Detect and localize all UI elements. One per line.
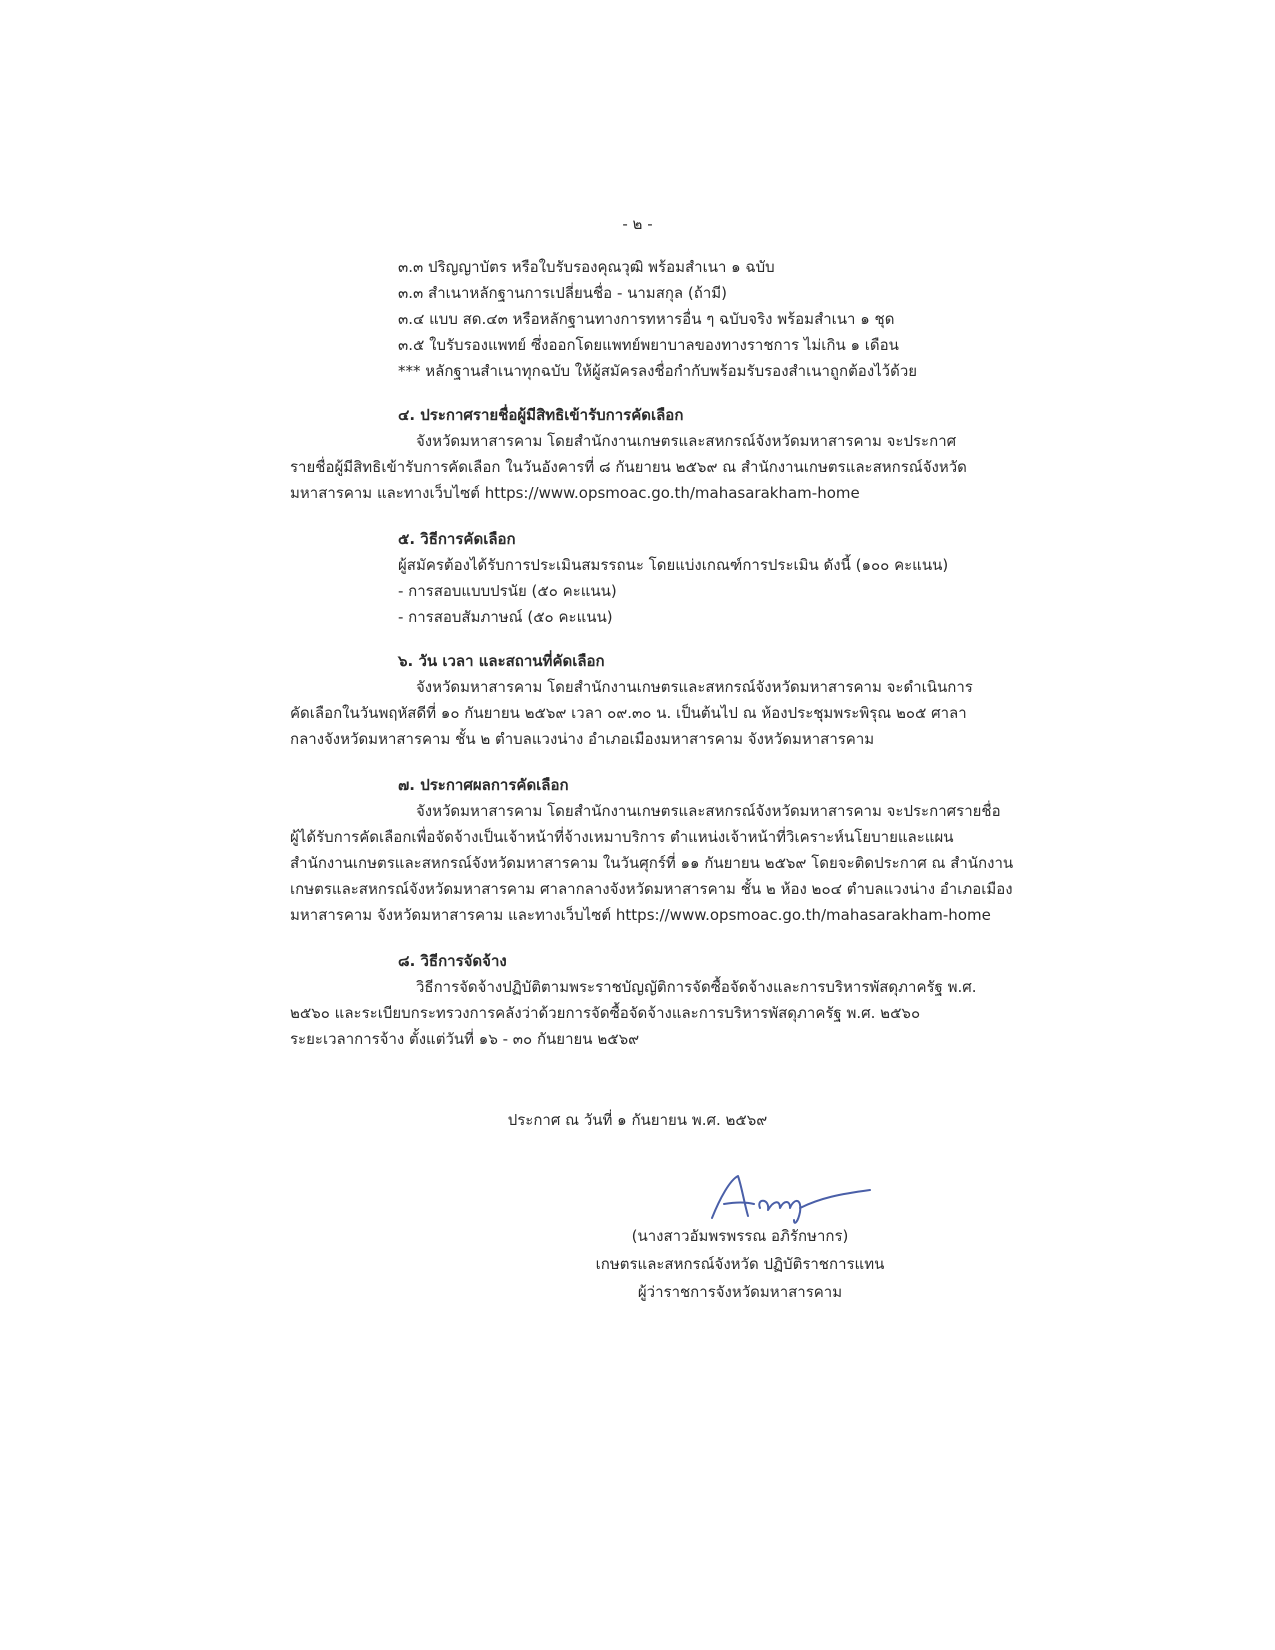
section-8 xyxy=(290,948,1005,1052)
section-8-line: ๒๕๖๐ และระเบียบกระทรวงการคลังว่าด้วยการจัดซื้อจัดจ้างและการบริหารพัสดุภาครัฐ พ.ศ. ๒๕๖๐ xyxy=(290,1004,921,1022)
section-4-line: รายชื่อผู้มีสิทธิเข้ารับการคัดเลือก ในวันอังคารที่ ๘ กันยายน ๒๕๖๙ ณ สำนักงานเกษตรและสหกรณ์จังหวัด xyxy=(290,458,967,476)
section-7-heading: ๗. ประกาศผลการคัดเลือก xyxy=(398,776,569,794)
section-8-line: วิธีการจัดจ้างปฏิบัติตามพระราชบัญญัติการจัดซื้อจัดจ้างและการบริหารพัสดุภาครัฐ พ.ศ. xyxy=(416,978,977,996)
section-8-line: ระยะเวลาการจ้าง ตั้งแต่วันที่ ๑๖ - ๓๐ กันยายน ๒๕๖๙ xyxy=(290,1030,640,1048)
section-5 xyxy=(290,526,1005,630)
section-5-line: ผู้สมัครต้องได้รับการประเมินสมรรถนะ โดยแบ่งเกณฑ์การประเมิน ดังนี้ (๑๐๐ คะแนน) xyxy=(398,556,949,574)
section-7-line: เกษตรและสหกรณ์จังหวัดมหาสารคาม ศาลากลางจังหวัดมหาสารคาม ชั้น ๒ ห้อง ๒๐๔ ตำบลแวงน่าง อำเภอเมือง xyxy=(290,880,1013,898)
section-7-line: มหาสารคาม จังหวัดมหาสารคาม และทางเว็บไซต์ https://www.opsmoac.go.th/mahasarakham-home xyxy=(290,906,991,924)
section-4-line: จังหวัดมหาสารคาม โดยสำนักงานเกษตรและสหกรณ์จังหวัดมหาสารคาม จะประกาศ xyxy=(416,432,957,450)
section-6 xyxy=(290,648,1005,752)
section-6-line: จังหวัดมหาสารคาม โดยสำนักงานเกษตรและสหกรณ์จังหวัดมหาสารคาม จะดำเนินการ xyxy=(416,678,973,696)
signer-on-behalf: ผู้ว่าราชการจังหวัดมหาสารคาม xyxy=(637,1283,843,1301)
section-7-line: สำนักงานเกษตรและสหกรณ์จังหวัดมหาสารคาม ในวันศุกร์ที่ ๑๑ กันยายน ๒๕๖๙ โดยจะติดประกาศ ณ สำนักงาน xyxy=(290,854,1014,872)
section-7 xyxy=(290,772,1014,928)
section-8-heading: ๘. วิธีการจัดจ้าง xyxy=(398,952,507,970)
section-5-line: - การสอบแบบปรนัย (๕๐ คะแนน) xyxy=(398,582,617,600)
page-number: - ๒ - xyxy=(622,215,653,233)
section-6-line: กลางจังหวัดมหาสารคาม ชั้น ๒ ตำบลแวงน่าง อำเภอเมืองมหาสารคาม จังหวัดมหาสารคาม xyxy=(290,730,875,748)
section-7-line: ผู้ได้รับการคัดเลือกเพื่อจัดจ้างเป็นเจ้าหน้าที่จ้างเหมาบริการ ตำแหน่งเจ้าหน้าที่วิเคราะห์นโยบายและแผน xyxy=(290,828,954,846)
document-item: ๓.๔ แบบ สด.๔๓ หรือหลักฐานทางการทหารอื่น ๆ ฉบับจริง พร้อมสำเนา ๑ ชุด xyxy=(398,310,895,328)
section-5-line: - การสอบสัมภาษณ์ (๕๐ คะแนน) xyxy=(398,608,613,626)
signer-position: เกษตรและสหกรณ์จังหวัด ปฏิบัติราชการแทน xyxy=(595,1255,885,1273)
section-4 xyxy=(290,402,1005,506)
announcement-date: ประกาศ ณ วันที่ ๑ กันยายน พ.ศ. ๒๕๖๙ xyxy=(507,1111,768,1129)
section-7-line: จังหวัดมหาสารคาม โดยสำนักงานเกษตรและสหกรณ์จังหวัดมหาสารคาม จะประกาศรายชื่อ xyxy=(416,802,1001,820)
section-6-heading: ๖. วัน เวลา และสถานที่คัดเลือก xyxy=(398,652,605,670)
documents-list xyxy=(290,254,1005,384)
signer-block xyxy=(560,1222,920,1306)
document-item: ๓.๓ สำเนาหลักฐานการเปลี่ยนชื่อ - นามสกุล (ถ้ามี) xyxy=(398,284,727,302)
document-item: ๓.๕ ใบรับรองแพทย์ ซึ่งออกโดยแพทย์พยาบาลของทางราชการ ไม่เกิน ๑ เดือน xyxy=(398,336,899,354)
signer-name: (นางสาวอัมพรพรรณ อภิรักษากร) xyxy=(631,1227,849,1245)
document-item: ๓.๓ ปริญญาบัตร หรือใบรับรองคุณวุฒิ พร้อมสำเนา ๑ ฉบับ xyxy=(398,258,775,276)
signature-icon xyxy=(690,1168,890,1228)
section-6-line: คัดเลือกในวันพฤหัสดีที่ ๑๐ กันยายน ๒๕๖๙ เวลา ๐๙.๓๐ น. เป็นต้นไป ณ ห้องประชุมพระพิรุณ ๒๐๕ ศาลา xyxy=(290,704,967,722)
section-4-heading: ๔. ประกาศรายชื่อผู้มีสิทธิเข้ารับการคัดเลือก xyxy=(398,406,684,424)
section-4-line: มหาสารคาม และทางเว็บไซต์ https://www.opsmoac.go.th/mahasarakham-home xyxy=(290,484,860,502)
section-5-heading: ๕. วิธีการคัดเลือก xyxy=(398,530,516,548)
document-note: *** หลักฐานสำเนาทุกฉบับ ให้ผู้สมัครลงชื่อกำกับพร้อมรับรองสำเนาถูกต้องไว้ด้วย xyxy=(398,362,918,380)
